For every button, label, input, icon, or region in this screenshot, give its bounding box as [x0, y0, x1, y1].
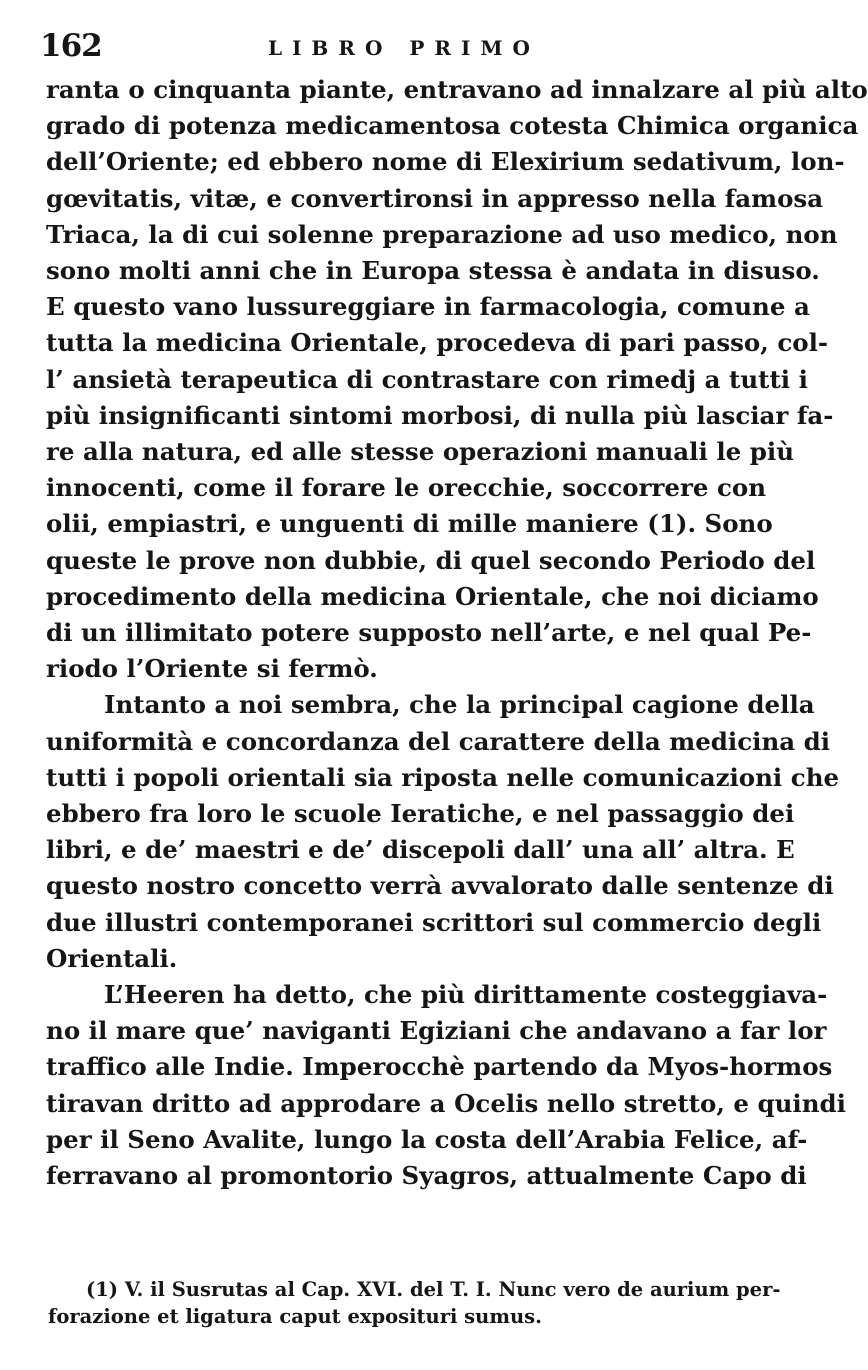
text-line: ebbero fra loro le scuole Ieratiche, e nel passaggio dei: [46, 799, 795, 829]
text-line: procedimento della medicina Orientale, che noi diciamo: [46, 581, 819, 611]
text-line: innocenti, come il forare le orecchie, soccorrere con: [46, 473, 767, 503]
text-line: olii, empiastri, e unguenti di mille maniere (1). Sono: [46, 509, 773, 539]
footnote: [48, 1276, 781, 1330]
footnote-line: (1) V. il Susrutas al Cap. XVI. del T. I. Nunc vero de aurium per-: [86, 1278, 781, 1301]
text-line: più insignificanti sintomi morbosi, di nulla più lasciar fa-: [46, 400, 834, 430]
text-line: Orientali.: [46, 943, 178, 973]
text-line: di un illimitato potere supposto nell’arte, e nel qual Pe-: [46, 618, 812, 648]
text-line: uniformità e concordanza del carattere della medicina di: [46, 726, 831, 756]
text-line: ranta o cinquanta piante, entravano ad innalzare al più alto: [46, 75, 868, 104]
text-line: libri, e de’ maestri e de’ discepoli dall’ una all’ altra. E: [46, 835, 795, 865]
text-line: ferravano al promontorio Syagros, attualmente Capo di: [46, 1161, 807, 1191]
running-head: LIBRO PRIMO: [268, 36, 540, 60]
text-line: questo nostro concetto verrà avvalorato dalle sentenze di: [46, 871, 834, 901]
text-line: tiravan dritto ad approdare a Ocelis nello stretto, e quindi: [46, 1088, 846, 1118]
text-line: tutta la medicina Orientale, procedeva di pari passo, col-: [46, 328, 829, 358]
text-line: re alla natura, ed alle stesse operazioni manuali le più: [46, 437, 795, 467]
text-line: E questo vano lussureggiare in farmacologia, comune a: [46, 292, 810, 322]
text-line: Intanto a noi sembra, che la principal cagione della: [104, 690, 815, 720]
text-line: gœvitatis, vitæ, e convertironsi in appresso nella famosa: [46, 183, 824, 213]
body-text: [46, 72, 868, 1194]
text-line: due illustri contemporanei scrittori sul commercio degli: [46, 907, 822, 937]
page-number: 162: [40, 28, 102, 64]
text-line: per il Seno Avalite, lungo la costa dell’Arabia Felice, af-: [46, 1124, 808, 1154]
text-line: riodo l’Oriente si fermò.: [46, 654, 378, 684]
text-line: tutti i popoli orientali sia riposta nelle comunicazioni che: [46, 762, 840, 792]
text-line: queste le prove non dubbie, di quel secondo Periodo del: [46, 545, 816, 575]
text-line: Triaca, la di cui solenne preparazione ad uso medico, non: [46, 219, 838, 249]
text-line: sono molti anni che in Europa stessa è andata in disuso.: [46, 256, 820, 286]
text-line: no il mare que’ naviganti Egiziani che andavano a far lor: [46, 1016, 827, 1046]
page-header: [40, 28, 760, 68]
text-line: dell’Oriente; ed ebbero nome di Elexirium sedativum, lon-: [46, 147, 845, 177]
text-line: traffico alle Indie. Imperocchè partendo da Myos-hormos: [46, 1052, 833, 1082]
text-line: grado di potenza medicamentosa cotesta Chimica organica: [46, 111, 859, 141]
text-line: l’ ansietà terapeutica di contrastare con rimedj a tutti i: [46, 364, 808, 394]
footnote-line: forazione et ligatura caput exposituri sumus.: [48, 1305, 542, 1328]
text-line: L’Heeren ha detto, che più dirittamente costeggiava-: [104, 980, 828, 1010]
